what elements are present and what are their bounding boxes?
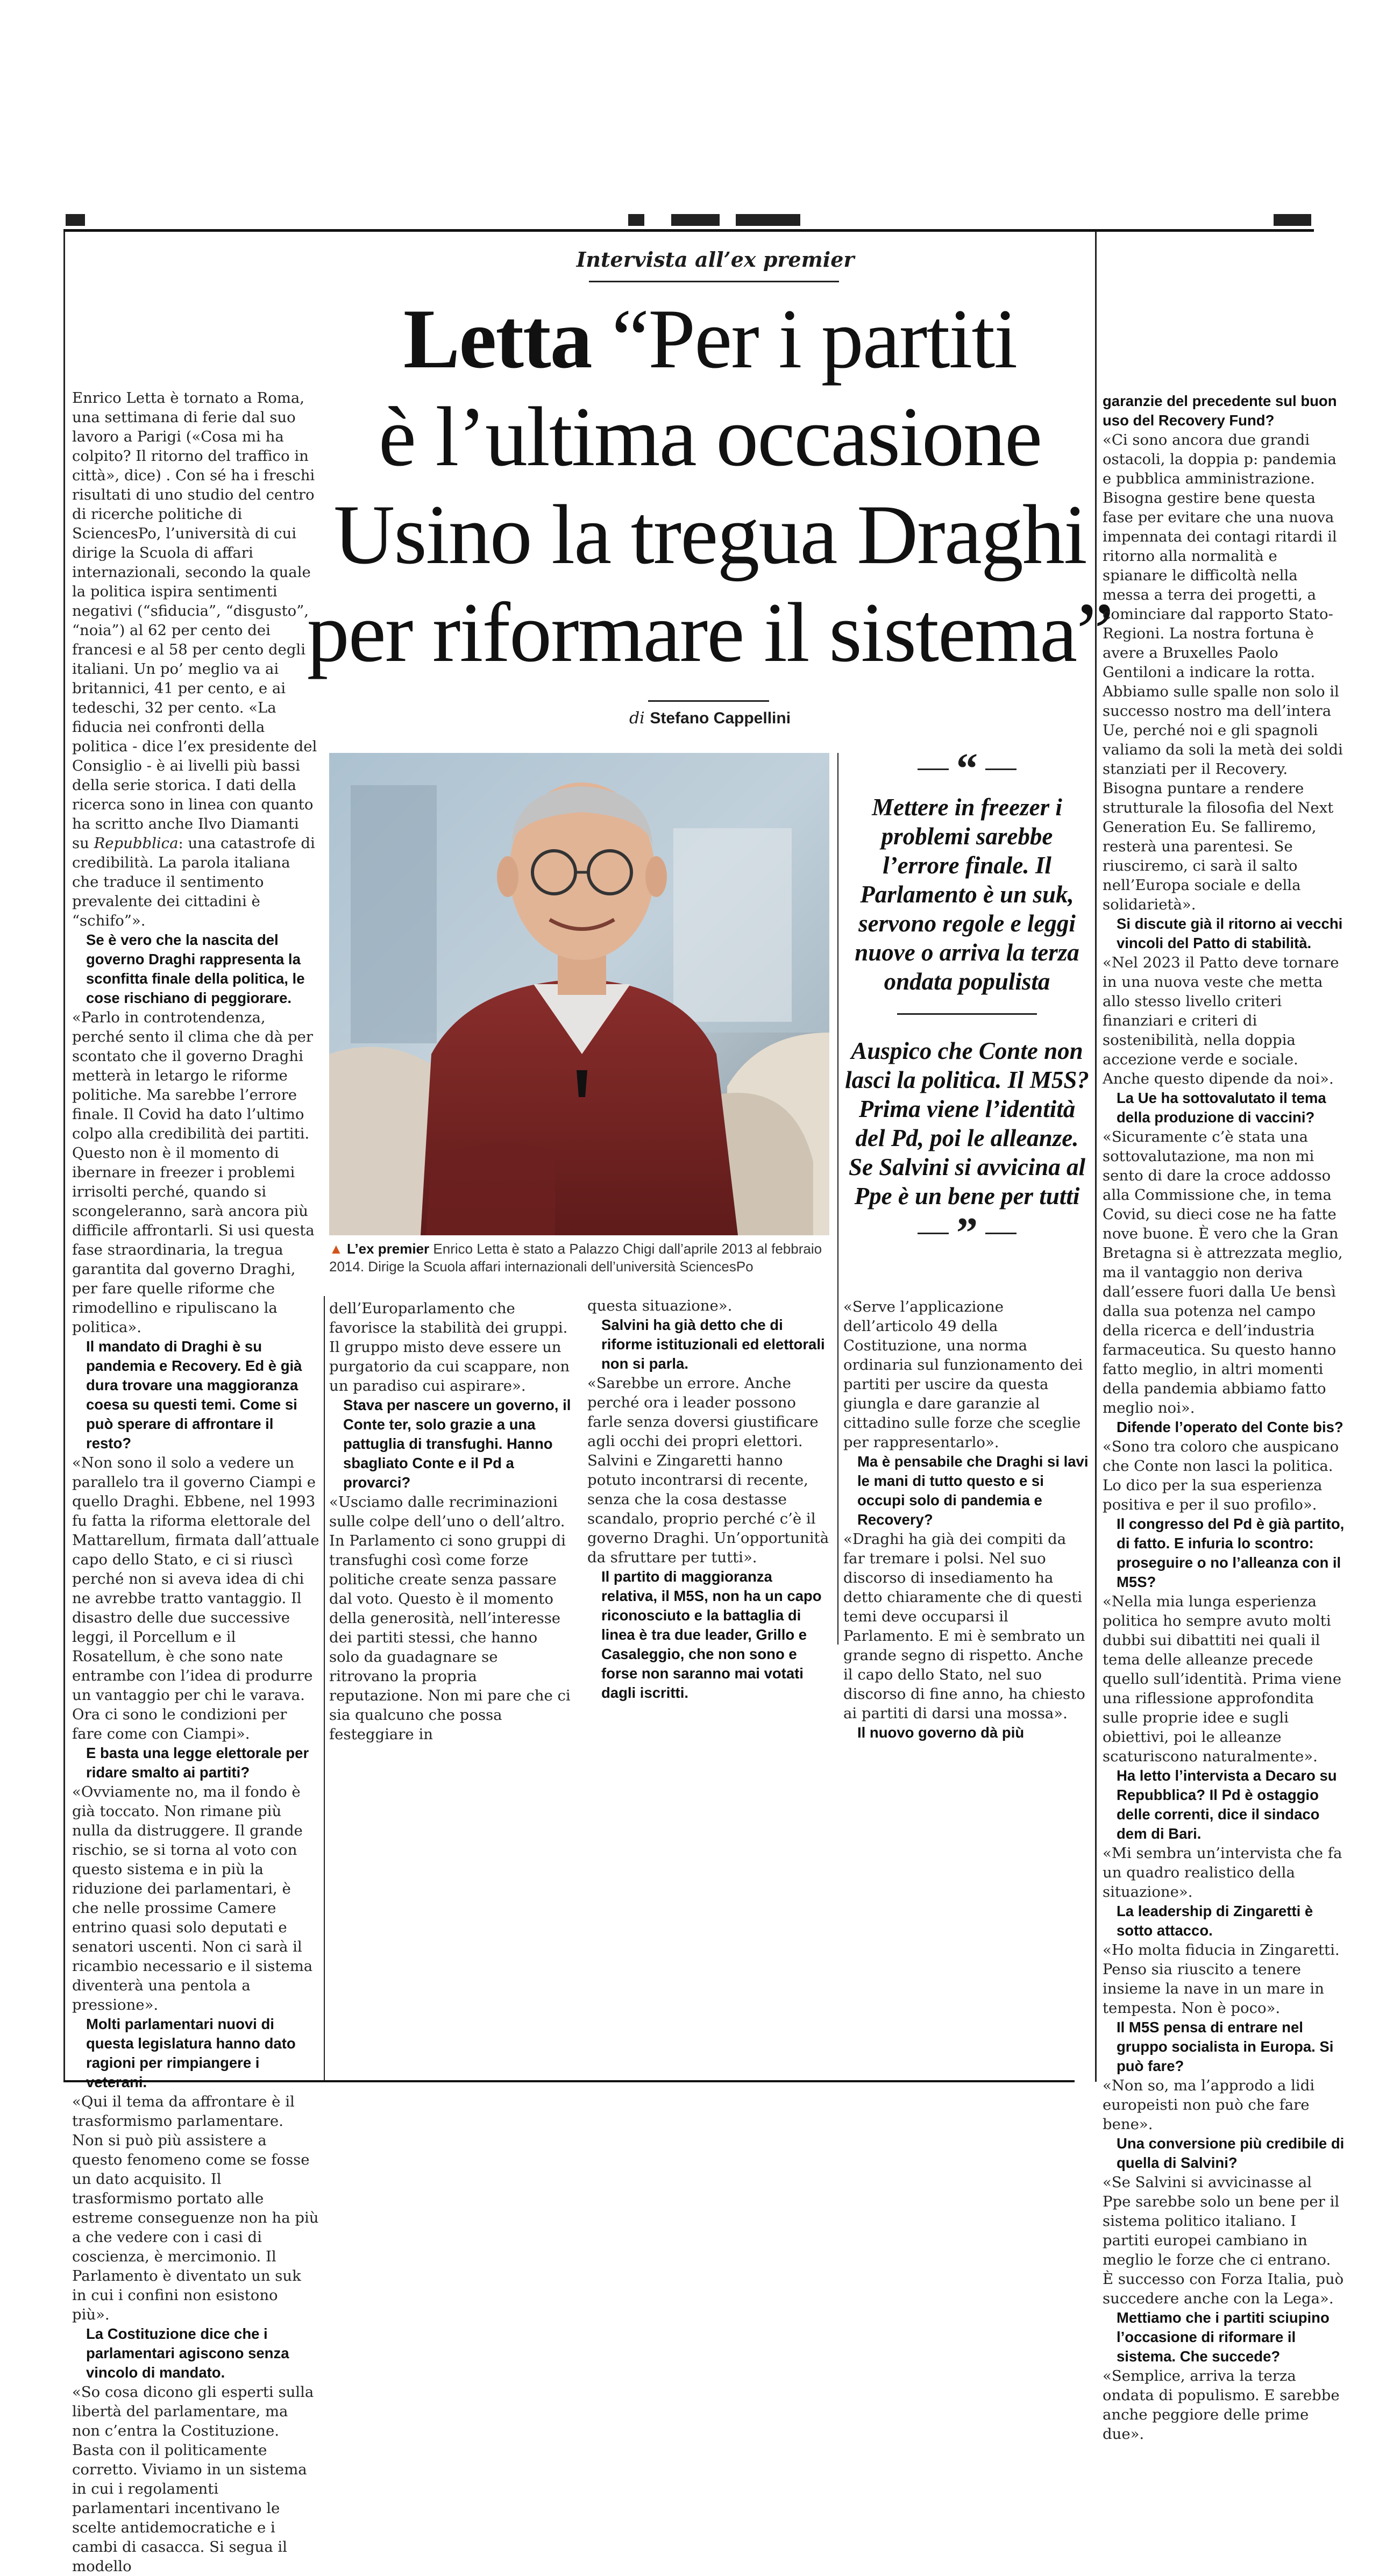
answer-paragraph: «Mi sembra un’intervista che fa un quadro realistico della situazione». [1103, 1845, 1342, 1901]
open-quote-icon: “ [956, 745, 978, 793]
interview-question: Stava per nascere un governo, il Conte ter, solo grazie a una pattuglia di transfughi. Hanno sbagliato Conte e il Pd a provarci? [343, 1397, 571, 1491]
interview-question: Una conversione più credibile di quella di Salvini? [1117, 2135, 1345, 2171]
top-rule [63, 229, 1314, 232]
interview-question: Si discute già il ritorno ai vecchi vincoli del Patto di stabilità. [1117, 915, 1343, 951]
caption-lead: L’ex premier [346, 1241, 430, 1257]
answer-paragraph: «Usciamo dalle recriminazioni sulle colpe dell’uno o dell’altro. In Parlamento ci sono gruppi di transfughi così come forze politiche create senza passare dal voto. Questo è il momento della generosità, nell’interesse dei partiti stessi, che hanno solo da guadagnare se ritrovano la propria reputazione. Non mi pare che ci sia qualcuno che possa festeggiare in [329, 1493, 571, 1743]
close-quote-mark [843, 1209, 1091, 1257]
interview-question: Il congresso del Pd è già partito, di fatto. E infuria lo scontro: proseguire o no l’alleanza con il M5S? [1117, 1515, 1345, 1590]
interview-question: Il mandato di Draghi è su pandemia e Recovery. Ed è già dura trovare una maggioranza coesa su questi temi. Come si può sperare di affrontare il resto? [86, 1338, 302, 1451]
answer-paragraph: dell’Europarlamento che favorisce la stabilità dei gruppi. Il gruppo misto deve essere un purgatorio da cui scappare, non un paradiso cui aspirare». [329, 1300, 570, 1394]
interview-question: garanzie del precedente sul buon uso del Recovery Fund? [1103, 393, 1337, 429]
interview-question: Mettiamo che i partiti sciupino l’occasione di riformare il sistema. Che succede? [1117, 2309, 1330, 2365]
portrait-photo [329, 753, 829, 1235]
answer-paragraph: questa situazione». [587, 1297, 733, 1314]
interview-question: Il M5S pensa di entrare nel gruppo socialista in Europa. Si può fare? [1117, 2019, 1334, 2074]
interview-question: Se è vero che la nascita del governo Draghi rappresenta la sconfitta finale della politica, le cose rischiano di peggiorare. [86, 931, 305, 1006]
section-label: Intervista all’ex premier [576, 247, 855, 272]
byline-prefix: di [629, 709, 645, 728]
headline [301, 290, 1119, 682]
italic-text: Repubblica [94, 835, 179, 852]
cropped-page-header [63, 204, 1314, 226]
article-column-3 [587, 1296, 829, 1703]
interview-question: Il nuovo governo dà più [857, 1724, 1025, 1741]
headline-line-1: “Per i partiti [612, 292, 1017, 386]
headline-line-2: è l’ultima occasione [378, 390, 1042, 484]
article-column-5 [1103, 392, 1345, 2444]
answer-paragraph: «Nel 2023 il Patto deve tornare in una nuova veste che metta allo stesso livello criteri finanziari e criteri di sostenibilità, nella doppia accezione verde e sociale. Anche questo dipende da noi». [1103, 954, 1339, 1087]
interview-question: Difende l’operato del Conte bis? [1117, 1419, 1344, 1435]
kicker-rule [589, 281, 839, 282]
headline-line-3: Usino la tregua Draghi [333, 488, 1086, 582]
interview-question: Salvini ha già detto che di riforme istituzionali ed elettorali non si parla. [601, 1317, 825, 1372]
answer-paragraph: «So cosa dicono gli esperti sulla libertà del parlamentare, ma non c’entra la Costituzione. Basta con il politicamente corretto. Viviamo in un sistema in cui i regolamenti parlamentari incentivano le scelte antidemocratiche e i cambi di casacca. Si segua il modello [72, 2383, 314, 2575]
answer-paragraph: «Nella mia lunga esperienza politica ho sempre avuto molti dubbi sui dibattiti nei quali il tema delle alleanze precede quello sull’identità. Prima viene una riflessione approfondita sulle proprie idee e sugli obiettivi, poi le alleanze scaturiscono naturalmente». [1103, 1593, 1342, 1765]
answer-paragraph: «Parlo in controtendenza, perché sento il clima che dà per scontato che il governo Draghi metterà in letargo le riforme politiche. Ma sarebbe l’errore finale. Il Covid ha dato l’ultimo colpo alla credibilità dei partiti. Questo non è il momento di ibernare in freezer i problemi irrisolti perché, quando si scongeleranno, sarà ancora più difficile affrontarli. Si usi questa fase straordinaria, la tregua garantita dal governo Draghi, per fare quelle riforme che rimodellino e ripuliscano la politica». [72, 1009, 315, 1336]
interview-question: Ma è pensabile che Draghi si lavi le mani di tutto questo e si occupi solo di pandemia e Recovery? [857, 1453, 1089, 1528]
byline-rule [648, 700, 769, 702]
answer-paragraph: «Semplice, arriva la terza ondata di populismo. E sarebbe anche peggiore delle prime due». [1103, 2367, 1340, 2443]
paragraph-text: : una catastrofe di credibilità. La parola italiana che traduce il sentimento prevalente dei cittadini è “schifo”». [72, 835, 315, 929]
byline [581, 709, 839, 728]
interview-question: E basta una legge elettorale per ridare smalto ai partiti? [86, 1745, 309, 1781]
answer-paragraph: «Serve l’applicazione dell’articolo 49 della Costituzione, una norma ordinaria sul funzionamento dei partiti per uscire da questa giungla e dare garanzie al cittadino sulle forze che sceglie per rappresentarlo». [843, 1298, 1083, 1451]
answer-paragraph: «Draghi ha già dei compiti da far tremare i polsi. Nel suo discorso di insediamento ha detto chiaramente che di questi temi deve occuparsi il Parlamento. E mi è sembrato un grande segno di rispetto. Anche il capo dello Stato, nel suo discorso di fine anno, ha chiesto ai partiti di darsi una mossa». [843, 1531, 1085, 1722]
headline-name: Letta [403, 292, 592, 386]
caption-triangle-icon: ▲ [329, 1241, 343, 1257]
pull-quotes [843, 745, 1091, 1257]
interview-question: Molti parlamentari nuovi di questa legislatura hanno dato ragioni per rimpiangere i veterani. [86, 2016, 296, 2090]
article-column-2 [329, 1299, 571, 1744]
caption-text: Enrico Letta è stato a Palazzo Chigi dall’aprile 2013 al febbraio 2014. Dirige la Scuola affari internazionali dell’università SciencesPo [329, 1241, 822, 1275]
answer-paragraph: «Se Salvini si avvicinasse al Ppe sarebbe solo un bene per il sistema politico italiano. I partiti europei cambiano in meglio le forze che ci entrano. È successo con Forza Italia, può succedere anche con la Lega». [1103, 2174, 1344, 2307]
photo-caption [329, 1240, 829, 1276]
answer-paragraph: «Non sono il solo a vedere un parallelo tra il governo Ciampi e quello Draghi. Ebbene, nel 1993 fu fatta la riforma elettorale del Mattarellum, firmata dall’attuale capo dello Stato, e ci si riuscì perché non si aveva idea di chi ne avrebbe tratto vantaggio. Il disastro delle due successive leggi, il Porcellum e il Rosatellum, è che sono nate entrambe con l’idea di produrre un vantaggio per chi le varava. Ora ci sono le condizioni per fare come con Ciampi». [72, 1454, 319, 1742]
interview-question: Ha letto l’intervista a Decaro su Repubblica? Il Pd è ostaggio delle correnti, dice il sindaco dem di Bari. [1117, 1767, 1337, 1842]
answer-paragraph: «Qui il tema da affrontare è il trasformismo parlamentare. Non si può più assistere a questo fenomeno come se fosse un dato acquisito. Il trasformismo portato alle estreme conseguenze non ha più a che vedere con i casi di coscienza, è mercimonio. Il Parlamento è diventato un suk in cui i confini non esistono più». [72, 2093, 319, 2323]
answer-paragraph: «Non so, ma l’approdo a lidi europeisti non può che fare bene». [1103, 2077, 1315, 2133]
pull-quote-1: Mettere in freezer i problemi sarebbe l’errore finale. Il Parlamento è un suk, servono regole e leggi nuove o arriva la terza ondata populista [855, 794, 1079, 995]
pull-quote-divider [897, 1013, 1037, 1015]
separator-1 [324, 1296, 325, 2080]
pull-quote-2: Auspico che Conte non lasci la politica. Il M5S? Prima viene l’identità del Pd, poi le alleanze. Se Salvini si avvicina al Ppe è un bene per tutti [845, 1037, 1089, 1209]
close-quote-icon: ” [956, 1209, 978, 1257]
answer-paragraph: «Sono tra coloro che auspicano che Conte non lasci la politica. Lo dico per la sua esperienza positiva e per il suo profilo». [1103, 1438, 1339, 1513]
article-paragraph [72, 388, 319, 930]
article-column-4 [843, 1297, 1091, 1742]
answer-paragraph: «Ho molta fiducia in Zingaretti. Penso sia riuscito a tenere insieme la nave in un mare in tempesta. Non è poco». [1103, 1941, 1340, 2017]
paragraph-text: Enrico Letta è tornato a Roma, una settimana di ferie dal suo lavoro a Parigi («Cosa mi ha colpito? Il ritorno del traffico in città», dice) . Con sé ha i freschi risultati di uno studio del centro di ricerche politiche di SciencesPo, l’università di cui dirige la Scuola di affari internazionali, secondo la quale la politica ispira sentimenti negativi (“sfiducia”, “disgusto”, “noia”) al 62 per cento dei francesi e al 58 per cento degli italiani. Un po’ meglio va ai britannici, 41 per cento, e ai tedeschi, 32 per cento. «La fiducia nei confronti della politica - dice l’ex presidente del Consiglio - è ai livelli più bassi della serie storica. I dati della ricerca sono in linea con quanto ha scritto anche Ilvo Diamanti su [72, 389, 317, 852]
left-border [63, 232, 65, 2082]
headline-line-4: per riformare il sistema” [307, 586, 1113, 680]
interview-question: La leadership di Zingaretti è sotto attacco. [1117, 1903, 1313, 1939]
answer-paragraph: «Ci sono ancora due grandi ostacoli, la doppia p: pandemia e pubblica amministrazione. Bisogna gestire bene questa fase per evitare che una nuova impennata dei contagi ritardi il ritorno alla normalità e spianare le difficoltà nella messa a terra dei progetti, a cominciare dal rapporto Stato-Regioni. La nostra fortuna è avere a Bruxelles Paolo Gentiloni a indicare la rotta. Abbiamo sulle spalle non solo il successo nostro ma dell’intera Ue, perché noi e gli spagnoli valiamo da soli la metà dei soldi stanziati per il Recovery. Bisogna puntare a rendere strutturale la filosofia del Next Generation Eu. Se falliremo, resterà una parentesi. Se riusciremo, ci sarà il salto nell’Europa sociale e della solidarietà». [1103, 431, 1343, 913]
open-quote-mark [843, 745, 1091, 793]
answer-paragraph: «Sarebbe un errore. Anche perché ora i leader possono farle senza doversi giustificare agli occhi dei propri elettori. Salvini e Zingaretti hanno potuto incontrarsi di recente, senza che la cosa destasse scandalo, proprio perché c’è il governo Draghi. Un’opportunità da sfruttare per tutti». [587, 1375, 829, 1566]
interview-question: Il partito di maggioranza relativa, il M5S, non ha un capo riconosciuto e la battaglia di linea è tra due leader, Grillo e Casaleggio, che non sono e forse non saranno mai votati dagli iscritti. [601, 1568, 822, 1701]
answer-paragraph: «Ovviamente no, ma il fondo è già toccato. Non rimane più nulla da distruggere. Il grande rischio, se si torna al voto con questo sistema e in più la riduzione dei parlamentari, è che nelle prossime Camere entrino quasi solo deputati e senatori uscenti. Non ci sarà il ricambio necessario e il sistema diventerà una pentola a pressione». [72, 1783, 313, 2013]
interview-question: La Costituzione dice che i parlamentari agiscono senza vincolo di mandato. [86, 2325, 289, 2381]
separator-2 [837, 753, 838, 1645]
article-column-1 [72, 388, 319, 2576]
byline-author: Stefano Cappellini [650, 709, 791, 727]
interview-question: La Ue ha sottovalutato il tema della produzione di vaccini? [1117, 1090, 1326, 1126]
answer-paragraph: «Sicuramente c’è stata una sottovalutazione, ma non mi sento di dare la croce addosso alla Commissione che, in tema Covid, su dieci cose ne ha fatte nove buone. È vero che la Gran Bretagna si è attrezzata meglio, ma il vantaggio non deriva dall’essere fuori dalla Ue bensì dalla sua potenza nel campo della ricerca e dell’industria farmaceutica. Su questo hanno fatto meglio, in altri momenti della pandemia abbiamo fatto meglio noi». [1103, 1128, 1343, 1417]
